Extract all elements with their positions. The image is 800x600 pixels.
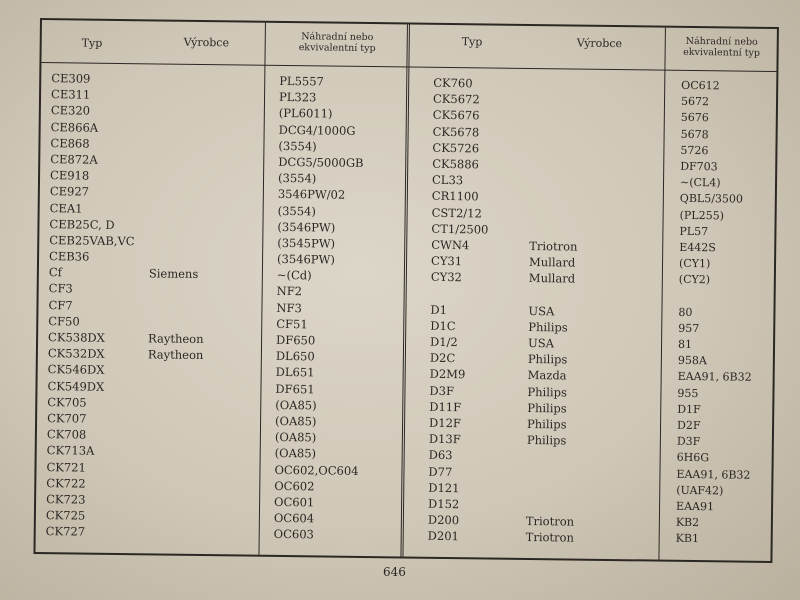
right-maker-column	[526, 76, 657, 547]
tube-type-cell: CST2/12	[431, 205, 482, 220]
header-equiv-left-line2: ekvivalentní typ	[298, 42, 376, 55]
equivalent-type-cell: (OA85)	[274, 430, 317, 445]
tube-type-cell: D63	[428, 448, 453, 463]
header-maker-left: Výrobce	[183, 35, 230, 50]
tube-type-cell: CK549DX	[47, 378, 105, 394]
tube-type-cell: CE309	[51, 71, 91, 86]
manufacturer-cell	[149, 217, 259, 235]
header-equiv-right	[668, 36, 776, 59]
equivalent-type-cell: DCG4/1000G	[278, 122, 356, 138]
equivalent-type-cell: EAA91	[676, 499, 715, 514]
tube-type-cell: D200	[427, 512, 460, 528]
manufacturer-cell	[149, 249, 259, 267]
manufacturer-cell	[147, 444, 257, 462]
equivalent-type-cell: EAA91, 6B32	[677, 370, 752, 385]
manufacturer-cell	[147, 379, 257, 397]
manufacturer-cell	[526, 464, 651, 482]
equivalent-type-cell: 958A	[677, 354, 707, 368]
tube-type-cell: CY32	[430, 270, 462, 285]
tube-type-cell: D152	[428, 496, 460, 512]
manufacturer-cell	[530, 189, 655, 207]
tube-type-cell: CEB25VAB,VC	[49, 233, 135, 249]
equivalent-type-cell: 6H6G	[676, 451, 710, 465]
equivalent-type-cell: (3554)	[277, 171, 317, 186]
equivalent-type-cell: 5672	[680, 95, 710, 109]
equivalent-type-cell: PL323	[278, 90, 317, 105]
manufacturer-cell	[531, 125, 656, 143]
manufacturer-cell	[146, 525, 256, 543]
manufacturer-cell	[146, 492, 256, 510]
equivalent-type-cell: DF650	[275, 332, 316, 348]
manufacturer-cell: Triotron	[525, 514, 575, 529]
equivalent-type-cell: 955	[677, 386, 699, 400]
tube-type-cell: CK546DX	[47, 362, 105, 378]
tube-equivalents-table	[33, 18, 778, 563]
equivalent-type-cell: 80	[678, 305, 693, 319]
header-equiv-right-line2: ekvivalentní typ	[683, 46, 761, 59]
tube-type-cell: CF7	[48, 297, 73, 313]
equivalent-type-cell: EAA91, 6B32	[676, 467, 751, 482]
manufacturer-cell: Mullard	[528, 255, 576, 270]
manufacturer-cell: Philips	[526, 416, 567, 432]
equivalent-type-cell: DF703	[680, 159, 718, 174]
header-equiv-left	[270, 31, 405, 55]
equivalent-type-cell: OC602	[274, 478, 315, 494]
manufacturer-cell	[150, 152, 260, 170]
tube-type-cell: Cf	[48, 265, 63, 280]
manufacturer-cell	[147, 427, 257, 445]
equivalent-type-cell: (3554)	[277, 203, 316, 218]
tube-type-cell: D1C	[430, 318, 456, 333]
tube-type-cell: D77	[428, 464, 453, 479]
manufacturer-cell	[530, 157, 655, 175]
tube-type-cell: D2M9	[429, 367, 466, 382]
tube-type-cell: CK727	[45, 524, 86, 539]
equivalent-type-cell: DL651	[275, 365, 315, 380]
tube-type-cell: CF3	[48, 281, 73, 296]
equivalent-type-cell: D1F	[677, 402, 701, 416]
manufacturer-cell: Raytheon	[147, 347, 204, 363]
equivalent-type-cell: NF3	[276, 300, 302, 315]
equivalent-type-cell: PL5557	[279, 73, 324, 89]
manufacturer-cell	[149, 282, 259, 300]
right-type-column	[428, 75, 534, 546]
equivalent-type-cell: ~(CL4)	[679, 175, 721, 190]
tube-type-cell: CK760	[433, 75, 473, 91]
tube-type-cell: CK705	[47, 394, 87, 410]
tube-type-cell: D121	[428, 480, 460, 495]
equivalent-type-cell: (3546PW)	[277, 219, 336, 235]
equivalent-type-cell: OC601	[274, 494, 315, 510]
manufacturer-cell	[148, 298, 258, 316]
manufacturer-cell	[150, 136, 260, 154]
tube-type-cell: CK5886	[432, 156, 480, 172]
tube-type-cell: D12F	[428, 415, 462, 431]
tube-type-cell: CK722	[46, 475, 86, 491]
tube-type-cell: CE868	[50, 135, 90, 151]
column-divider	[658, 28, 665, 560]
header-equiv-left-line1: Náhradní nebo	[301, 31, 374, 44]
equivalent-type-cell: NF2	[276, 284, 303, 299]
equivalent-type-cell: ~(Cd)	[276, 268, 312, 283]
equivalent-type-cell: QBL5/3500	[679, 192, 744, 206]
left-maker-column	[146, 71, 262, 542]
tube-type-cell: CK707	[47, 411, 87, 426]
tube-type-cell: D2C	[429, 350, 456, 366]
tube-type-cell: CEB25C, D	[49, 216, 115, 232]
equivalent-type-cell: 5676	[680, 111, 709, 125]
tube-type-cell: CK5726	[432, 140, 480, 156]
manufacturer-cell	[151, 88, 261, 106]
manufacturer-cell: Siemens	[148, 266, 199, 282]
tube-type-cell: CEB36	[49, 249, 90, 264]
manufacturer-cell	[148, 363, 258, 381]
tube-type-cell: D11F	[429, 399, 462, 414]
tube-type-cell: CK721	[46, 459, 86, 475]
manufacturer-cell	[526, 497, 651, 515]
manufacturer-cell: Raytheon	[148, 331, 204, 347]
equivalent-type-cell: OC612	[681, 78, 720, 93]
tube-type-cell: CK708	[46, 427, 87, 442]
equivalent-type-cell: CF51	[276, 316, 308, 332]
manufacturer-cell: Mazda	[527, 368, 567, 383]
tube-type-cell	[431, 285, 531, 302]
header-equiv-right-line1: Náhradní nebo	[685, 35, 758, 48]
tube-type-cell: CT1/2500	[431, 221, 489, 237]
manufacturer-cell	[531, 92, 656, 110]
manufacturer-cell	[146, 460, 256, 478]
equivalent-type-cell: 5726	[680, 143, 709, 157]
manufacturer-cell	[146, 508, 256, 526]
manufacturer-cell: Philips	[528, 319, 568, 335]
equivalent-type-cell: (OA85)	[274, 446, 317, 461]
tube-type-cell: CE927	[49, 184, 90, 199]
equivalent-type-cell: (OA85)	[275, 413, 317, 429]
tube-type-cell: CE866A	[50, 119, 99, 135]
tube-type-cell: CK538DX	[48, 330, 105, 345]
equivalent-type-cell: KB1	[675, 532, 700, 546]
manufacturer-cell	[151, 120, 261, 138]
tube-type-cell: CK723	[46, 491, 86, 507]
tube-type-cell: CK5678	[432, 124, 480, 139]
manufacturer-cell	[531, 76, 656, 94]
manufacturer-cell	[530, 173, 655, 191]
manufacturer-cell	[151, 104, 261, 122]
left-type-column	[46, 70, 152, 541]
header-type-left: Typ	[81, 36, 103, 50]
tube-type-cell: CK5672	[432, 91, 480, 107]
tube-type-cell: D3F	[429, 383, 455, 398]
tube-type-cell: CL33	[431, 172, 464, 188]
equivalent-type-cell: (3546PW)	[276, 251, 335, 267]
equivalent-type-cell: 81	[677, 337, 693, 351]
header-type-right: Typ	[461, 35, 483, 49]
tube-type-cell: CE918	[49, 168, 90, 183]
equivalent-type-cell: (CY1)	[678, 256, 711, 271]
manufacturer-cell	[530, 141, 655, 159]
tube-type-cell: CWN4	[431, 237, 470, 253]
manufacturer-cell	[530, 205, 655, 223]
manufacturer-cell	[526, 481, 651, 499]
tube-type-cell: CE320	[50, 103, 91, 118]
equivalent-type-cell: OC603	[273, 527, 314, 542]
page-number: 646	[383, 565, 406, 579]
manufacturer-cell	[150, 185, 260, 203]
equivalent-type-cell: OC602,OC604	[274, 462, 359, 478]
equivalent-type-cell: KB2	[675, 515, 700, 530]
tube-type-cell: CF50	[48, 313, 80, 329]
manufacturer-cell	[527, 448, 652, 466]
tube-type-cell: CK725	[45, 508, 86, 523]
equivalent-type-cell: DCG5/5000GB	[278, 154, 364, 170]
tube-type-cell: CR1100	[431, 189, 479, 204]
tube-type-cell: CK713A	[46, 443, 95, 459]
manufacturer-cell: Philips	[526, 433, 567, 448]
equivalent-type-cell: (CY2)	[678, 273, 711, 287]
equivalent-type-cell: (3545PW)	[277, 235, 336, 251]
header-maker-right: Výrobce	[576, 36, 623, 51]
manufacturer-cell: Triotron	[525, 530, 574, 545]
equivalent-type-cell: (OA85)	[275, 397, 317, 413]
equivalent-type-cell: (PL255)	[679, 208, 725, 222]
tube-type-cell: D13F	[428, 431, 461, 447]
equivalent-type-cell: D2F	[676, 418, 701, 433]
manufacturer-cell	[147, 411, 257, 429]
manufacturer-cell: USA	[528, 303, 555, 318]
equivalent-type-cell: (UAF42)	[676, 483, 724, 498]
left-equivalent-column	[274, 73, 405, 544]
tube-type-cell: D1/2	[429, 334, 458, 350]
tube-type-cell: CE311	[50, 87, 91, 102]
manufacturer-cell: USA	[527, 335, 555, 351]
equivalent-type-cell: DF651	[275, 381, 315, 396]
manufacturer-cell	[150, 201, 260, 219]
manufacturer-cell: Philips	[527, 400, 567, 416]
manufacturer-cell: Mullard	[528, 271, 576, 286]
equivalent-type-cell: E442S	[679, 240, 716, 255]
manufacturer-cell	[151, 71, 261, 89]
manufacturer-cell	[149, 233, 259, 251]
equivalent-type-cell: (3554)	[278, 138, 317, 154]
equivalent-type-cell: PL57	[679, 224, 709, 238]
manufacturer-cell	[147, 395, 257, 413]
manufacturer-cell	[150, 168, 260, 186]
equivalent-type-cell	[679, 288, 774, 305]
tube-type-cell: CE872A	[50, 152, 98, 167]
manufacturer-cell: Triotron	[529, 238, 578, 254]
manufacturer-cell	[531, 108, 656, 126]
equivalent-type-cell: 5678	[680, 127, 709, 141]
equivalent-type-cell: D3F	[676, 434, 701, 449]
equivalent-type-cell: (PL6011)	[278, 106, 333, 121]
tube-type-cell: CY31	[430, 253, 463, 269]
manufacturer-cell	[529, 222, 654, 240]
manufacturer-cell	[148, 314, 258, 332]
equivalent-type-cell: DL650	[275, 349, 315, 364]
equivalent-type-cell: 3546PW/02	[277, 187, 346, 203]
equivalent-type-cell: 957	[678, 321, 700, 335]
manufacturer-cell	[529, 286, 654, 304]
tube-type-cell: CK5676	[432, 108, 480, 123]
right-equivalent-column	[676, 78, 777, 549]
equivalent-type-cell: OC604	[273, 510, 315, 526]
tube-type-cell: CEA1	[49, 200, 83, 216]
tube-type-cell: D201	[427, 529, 459, 544]
manufacturer-cell	[146, 476, 256, 494]
manufacturer-cell: Philips	[527, 384, 568, 400]
tube-type-cell: CK532DX	[47, 346, 105, 362]
tube-type-cell: D1	[430, 302, 448, 317]
manufacturer-cell: Philips	[527, 352, 568, 367]
